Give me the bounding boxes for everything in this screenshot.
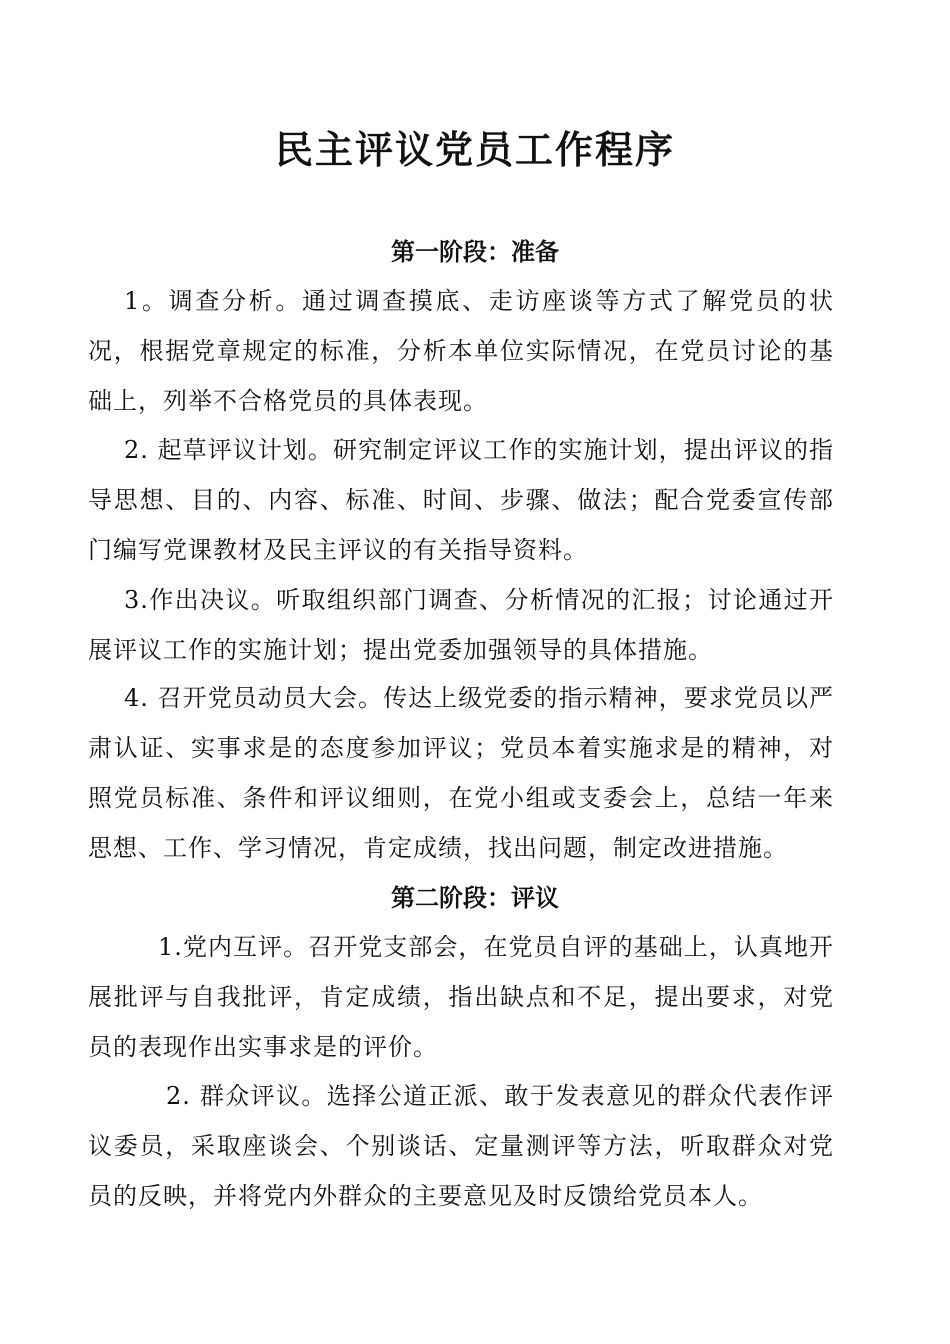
section-heading-evaluation: 第二阶段：评议 xyxy=(391,884,559,912)
document-title: 民主评议党员工作程序 xyxy=(274,128,675,172)
evaluation-item-2: 2. 群众评议。选择公道正派、敢于发表意见的群众代表作评议委员，采取座谈会、个别谈话、定量测评等方法，听取群众对党员的反映，并将党内外群众的主要意见及时反馈给党员本人。 xyxy=(88,1082,834,1210)
preparation-item-2: 2. 起草评议计划。研究制定评议工作的实施计划，提出评议的指导思想、目的、内容、标准、时间、步骤、做法；配合党委宣传部门编写党课教材及民主评议的有关指导资料。 xyxy=(88,436,834,564)
preparation-item-4: 4. 召开党员动员大会。传达上级党委的指示精神，要求党员以严肃认证、实事求是的态度参加评议；党员本着实施求是的精神，对照党员标准、条件和评议细则，在党小组或支委会上，总结一年来思想、工作、学习情况，肯定成绩，找出问题，制定改进措施。 xyxy=(88,684,834,862)
preparation-item-1: 1。调查分析。通过调查摸底、走访座谈等方式了解党员的状况，根据党章规定的标准，分析本单位实际情况，在党员讨论的基础上，列举不合格党员的具体表现。 xyxy=(88,287,834,415)
evaluation-item-1: 1.党内互评。召开党支部会，在党员自评的基础上，认真地开展批评与自我批评，肯定成绩，指出缺点和不足，提出要求，对党员的表现作出实事求是的评价。 xyxy=(88,933,834,1061)
section-heading-preparation: 第一阶段：准备 xyxy=(391,238,559,266)
preparation-item-3: 3.作出决议。听取组织部门调查、分析情况的汇报；讨论通过开展评议工作的实施计划；提出党委加强领导的具体措施。 xyxy=(88,586,834,664)
